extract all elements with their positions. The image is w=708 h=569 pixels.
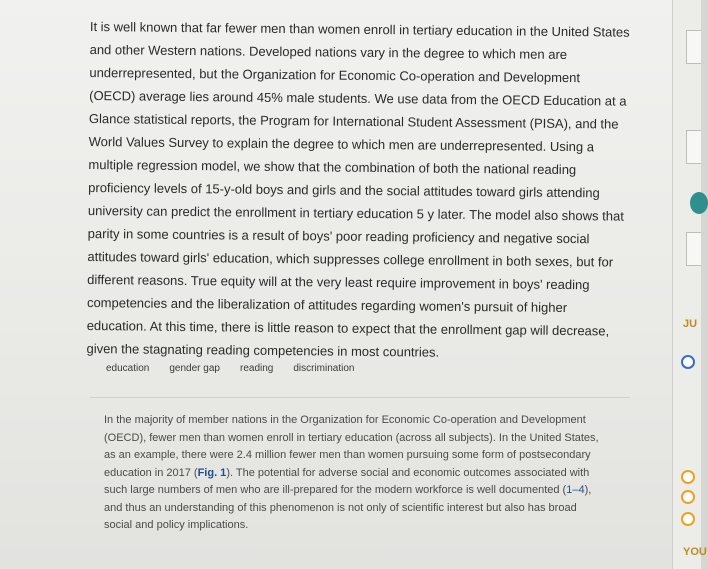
intro-text-a: In the majority of member nations in the Organization for Economic Co-operation and Development (OECD), fewer men than women enroll in tertiary education (across all subjects). In the United States, as an example, there were 2.4 million fewer men than women pursuing some form of postsecondary education in 2017 ( bbox=[104, 414, 599, 479]
intro-paragraph bbox=[104, 412, 604, 535]
abstract-text: It is well known that far fewer men than women enroll in tertiary education in the United States and other Western nations. Developed nations vary in the degree to which men are underrepresented, but the Organization for Economic Co-operation and Development (OECD) average lies around 45% male students. We use data from the OECD Education at a Glance statistical reports, the Program for International Student Assessment (PISA), and the World Values Survey to explain the degree to which men are underrepresented. Using a multiple regression model, we show that the combination of both the national reading proficiency levels of 15-y-old boys and girls and the social attitudes toward girls attending university can predict the enrollment in tertiary education 5 y later. The model also shows that parity in some countries is a result of boys' poor reading proficiency and negative social attitudes toward girls' education, which suppresses college enrollment in both sexes, but for different reasons. True equity will at the very least require improvement in boys' reading competencies and the liberalization of attitudes regarding women's pursuit of higher education. At this time, there is little reason to expect that the enrollment gap will decrease, given the stagnating reading competencies in most countries. bbox=[86, 18, 630, 360]
keyword-education[interactable]: education bbox=[106, 363, 150, 374]
teal-circle-icon[interactable] bbox=[690, 192, 708, 214]
side-field-2[interactable] bbox=[686, 130, 701, 164]
intro-text-c: ), and thus an understanding of this phenomenon is not only of scientific interest but also has broad social and policy implications. bbox=[104, 484, 592, 531]
side-field-3[interactable] bbox=[686, 232, 701, 266]
intro-text-b: ). The potential for adverse social and economic outcomes associated with such large numbers of men who are ill-prepared for the modern workforce is well documented ( bbox=[104, 466, 590, 496]
radio-option-2[interactable] bbox=[681, 490, 695, 504]
keyword-gender-gap[interactable]: gender gap bbox=[169, 363, 220, 374]
keyword-reading[interactable]: reading bbox=[239, 363, 274, 374]
radio-option-3[interactable] bbox=[681, 512, 695, 526]
section-divider bbox=[90, 397, 630, 398]
radio-option-blue[interactable] bbox=[681, 355, 695, 369]
side-field-1[interactable] bbox=[686, 30, 701, 64]
side-label-ju: JU bbox=[683, 318, 698, 330]
keyword-discrimination[interactable]: discrimination bbox=[293, 363, 355, 374]
reference-link[interactable]: 1–4 bbox=[566, 484, 585, 496]
side-label-you: YOU bbox=[683, 546, 707, 558]
keyword-list bbox=[104, 362, 356, 375]
radio-option-1[interactable] bbox=[681, 470, 695, 484]
figure-link[interactable]: Fig. 1 bbox=[197, 466, 227, 479]
